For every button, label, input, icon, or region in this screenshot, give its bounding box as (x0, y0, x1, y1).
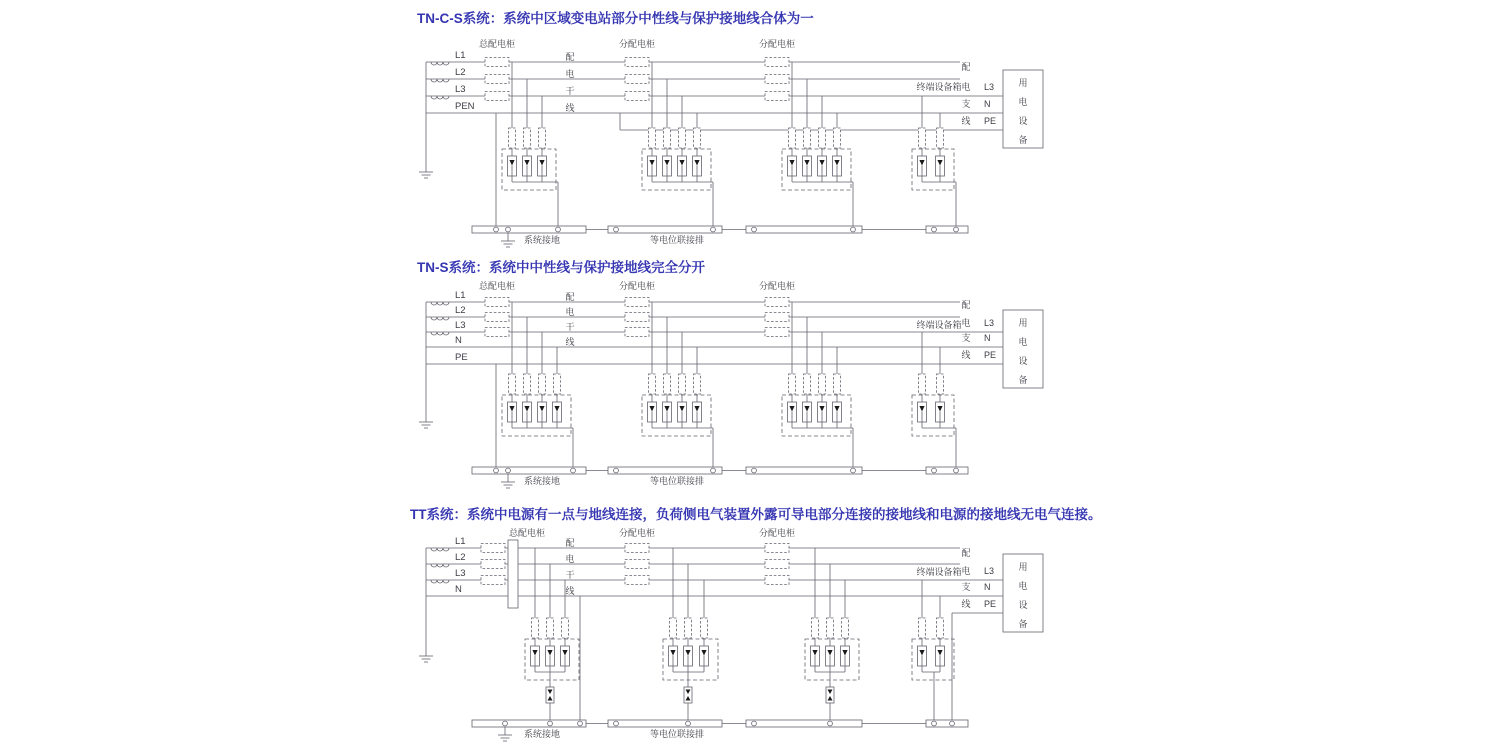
line-fuse (765, 75, 789, 84)
trunk-label-char: 干 (565, 322, 575, 332)
trunk-label-char: 干 (565, 86, 575, 96)
line-fuse (481, 544, 505, 553)
diagram-title: TT系统：系统中电源有一点与地线连接，负荷侧电气装置外露可导电部分连接的接地线和电源的接地线无电气连接。 (410, 507, 1102, 522)
spd-fuse (937, 374, 944, 394)
equipment-label-char: 用 (1018, 78, 1028, 88)
phase-label: L1 (455, 290, 466, 301)
terminal-box-label: 终端设备箱 (916, 567, 962, 577)
equipment-label-char: 电 (1018, 97, 1028, 107)
busbar-terminal (752, 227, 757, 232)
busbar-terminal (950, 721, 955, 726)
busbar-terminal (711, 227, 716, 232)
busbar-terminal (752, 721, 757, 726)
branch-label-char: 电 (961, 566, 971, 576)
bonding-bar-label: 等电位联接排 (650, 476, 705, 486)
busbar-terminal (932, 227, 937, 232)
spd-fuse (804, 374, 811, 394)
line-fuse (625, 75, 649, 84)
equipment-label-char: 备 (1018, 619, 1028, 629)
trunk-label-char: 配 (565, 538, 575, 548)
equipment-label-char: 备 (1018, 135, 1028, 145)
branch-label-char: 配 (961, 62, 971, 72)
diagram-title: TN-S系统：系统中中性线与保护接地线完全分开 (417, 260, 705, 275)
isolator (508, 540, 518, 608)
equipment-label-char: 电 (1018, 581, 1028, 591)
equipment-label-char: 用 (1018, 318, 1028, 328)
trunk-label-char: 配 (565, 52, 575, 62)
busbar-terminal (548, 721, 553, 726)
entry-label: L3 (984, 566, 995, 576)
diagram-title: TN-C-S系统：系统中区域变电站部分中性线与保护接地线合体为一 (417, 11, 814, 26)
phase-label: PE (455, 352, 468, 363)
spd-fuse (919, 618, 926, 638)
line-fuse (765, 328, 789, 337)
entry-label: PE (984, 350, 997, 360)
spd-fuse (919, 128, 926, 148)
bonding-bar-label: 等电位联接排 (650, 729, 705, 739)
line-fuse (485, 92, 509, 101)
spd-fuse (804, 128, 811, 148)
entry-label: N (984, 333, 991, 343)
busbar-terminal (571, 468, 576, 473)
terminal-box-label: 终端设备箱 (916, 82, 962, 92)
cabinet-label: 分配电柜 (618, 39, 656, 49)
busbar-terminal (578, 721, 583, 726)
trunk-label-char: 线 (565, 103, 575, 113)
transformer-coil-icon (431, 564, 449, 567)
cabinet-label: 分配电柜 (758, 281, 796, 291)
spd-fuse (547, 618, 554, 638)
branch-label-char: 配 (961, 548, 971, 558)
line-fuse (765, 576, 789, 585)
cabinet-label: 分配电柜 (758, 39, 796, 49)
busbar-terminal (556, 227, 561, 232)
line-fuse (765, 313, 789, 322)
trunk-label-char: 干 (565, 570, 575, 580)
busbar-terminal (503, 721, 508, 726)
spd-fuse (789, 128, 796, 148)
entry-label: PE (984, 599, 997, 609)
phase-label: L3 (455, 84, 466, 95)
spd-fuse (827, 618, 834, 638)
spd-fuse (509, 374, 516, 394)
spark-gap-icon (684, 687, 692, 703)
spd-fuse (937, 128, 944, 148)
spd-fuse (919, 374, 926, 394)
busbar-segment (746, 720, 862, 727)
spd-fuse (679, 374, 686, 394)
entry-label: N (984, 99, 991, 109)
busbar-segment (472, 720, 586, 727)
line-fuse (625, 576, 649, 585)
equipment-label-char: 电 (1018, 337, 1028, 347)
busbar-segment (746, 226, 862, 233)
spd-fuse (812, 618, 819, 638)
phase-label: N (455, 335, 462, 346)
spark-gap-icon (546, 687, 554, 703)
busbar-terminal (614, 227, 619, 232)
cabinet-label: 总配电柜 (478, 281, 516, 291)
phase-label: L2 (455, 67, 466, 78)
transformer-coil-icon (431, 79, 449, 82)
system-ground-label: 系统接地 (524, 729, 561, 739)
spd-fuse (554, 374, 561, 394)
busbar-terminal (494, 468, 499, 473)
entry-label: PE (984, 116, 997, 126)
busbar-terminal (686, 721, 691, 726)
transformer-coil-icon (431, 332, 449, 335)
trunk-label-char: 电 (565, 69, 575, 79)
busbar-segment (746, 467, 862, 474)
spd-fuse (937, 618, 944, 638)
branch-label-char: 配 (961, 300, 971, 310)
line-fuse (485, 58, 509, 67)
cabinet-label: 分配电柜 (758, 528, 796, 538)
busbar-segment (608, 226, 722, 233)
busbar-terminal (851, 227, 856, 232)
busbar-terminal (828, 721, 833, 726)
line-fuse (625, 328, 649, 337)
line-fuse (485, 328, 509, 337)
phase-label: L1 (455, 536, 466, 547)
line-fuse (485, 313, 509, 322)
busbar-terminal (506, 227, 511, 232)
trunk-label-char: 线 (565, 337, 575, 347)
entry-label: L3 (984, 318, 995, 328)
spd-fuse (539, 374, 546, 394)
trunk-label-char: 线 (565, 586, 575, 596)
branch-label-char: 支 (961, 333, 971, 343)
equipment-label-char: 备 (1018, 375, 1028, 385)
transformer-coil-icon (431, 548, 449, 551)
branch-label-char: 线 (961, 116, 971, 126)
spd-fuse (694, 128, 701, 148)
entry-label: L3 (984, 82, 995, 92)
busbar-terminal (954, 227, 959, 232)
branch-label-char: 电 (961, 82, 971, 92)
line-fuse (485, 75, 509, 84)
phase-label: N (455, 584, 462, 595)
spd-fuse (685, 618, 692, 638)
spd-fuse (524, 374, 531, 394)
cabinet-label: 总配电柜 (478, 39, 516, 49)
spd-fuse (819, 128, 826, 148)
line-fuse (481, 576, 505, 585)
transformer-coil-icon (431, 317, 449, 320)
line-fuse (625, 58, 649, 67)
system-ground-label: 系统接地 (524, 235, 561, 245)
spd-fuse (842, 618, 849, 638)
phase-label: L1 (455, 50, 466, 61)
busbar-terminal (711, 468, 716, 473)
equipment-label-char: 设 (1018, 356, 1028, 366)
system-ground-label: 系统接地 (524, 476, 561, 486)
trunk-label-char: 电 (565, 307, 575, 317)
branch-label-char: 线 (961, 350, 971, 360)
spd-fuse (509, 128, 516, 148)
line-fuse (481, 560, 505, 569)
busbar-terminal (851, 468, 856, 473)
line-fuse (765, 298, 789, 307)
busbar-terminal (614, 468, 619, 473)
spd-fuse (679, 128, 686, 148)
trunk-label-char: 配 (565, 292, 575, 302)
busbar-segment (472, 467, 586, 474)
phase-label: L3 (455, 568, 466, 579)
branch-label-char: 支 (961, 582, 971, 592)
spd-fuse (834, 374, 841, 394)
busbar-terminal (494, 227, 499, 232)
line-fuse (765, 544, 789, 553)
spark-gap-icon (826, 687, 834, 703)
transformer-coil-icon (431, 580, 449, 583)
spd-fuse (562, 618, 569, 638)
busbar-terminal (932, 721, 937, 726)
spd-fuse (649, 128, 656, 148)
busbar-terminal (614, 721, 619, 726)
spd-fuse (670, 618, 677, 638)
spd-fuse (664, 128, 671, 148)
bonding-bar-label: 等电位联接排 (650, 235, 705, 245)
equipment-label-char: 设 (1018, 600, 1028, 610)
cabinet-label: 总配电柜 (508, 528, 546, 538)
spd-fuse (532, 618, 539, 638)
trunk-label-char: 电 (565, 554, 575, 564)
spd-fuse (664, 374, 671, 394)
busbar-terminal (932, 468, 937, 473)
phase-label: L2 (455, 552, 466, 563)
spd-fuse (834, 128, 841, 148)
cabinet-label: 分配电柜 (618, 528, 656, 538)
busbar-terminal (954, 468, 959, 473)
phase-label: PEN (455, 101, 475, 112)
spd-fuse (819, 374, 826, 394)
cabinet-label: 分配电柜 (618, 281, 656, 291)
busbar-segment (608, 467, 722, 474)
line-fuse (625, 298, 649, 307)
spd-fuse (524, 128, 531, 148)
busbar-terminal (752, 468, 757, 473)
spd-fuse (539, 128, 546, 148)
transformer-coil-icon (431, 302, 449, 305)
branch-label-char: 线 (961, 599, 971, 609)
busbar-segment (608, 720, 722, 727)
line-fuse (765, 92, 789, 101)
line-fuse (625, 92, 649, 101)
spd-fuse (649, 374, 656, 394)
phase-label: L3 (455, 320, 466, 331)
terminal-box-label: 终端设备箱 (916, 320, 962, 330)
spd-fuse (789, 374, 796, 394)
line-fuse (625, 544, 649, 553)
equipment-label-char: 设 (1018, 116, 1028, 126)
line-fuse (625, 313, 649, 322)
line-fuse (625, 560, 649, 569)
line-fuse (485, 298, 509, 307)
phase-label: L2 (455, 305, 466, 316)
branch-label-char: 支 (961, 99, 971, 109)
busbar-segment (472, 226, 586, 233)
line-fuse (765, 560, 789, 569)
line-fuse (765, 58, 789, 67)
equipment-label-char: 用 (1018, 562, 1028, 572)
transformer-coil-icon (431, 62, 449, 65)
spd-fuse (701, 618, 708, 638)
transformer-coil-icon (431, 96, 449, 99)
spd-fuse (694, 374, 701, 394)
branch-label-char: 电 (961, 318, 971, 328)
busbar-terminal (506, 468, 511, 473)
entry-label: N (984, 582, 991, 592)
